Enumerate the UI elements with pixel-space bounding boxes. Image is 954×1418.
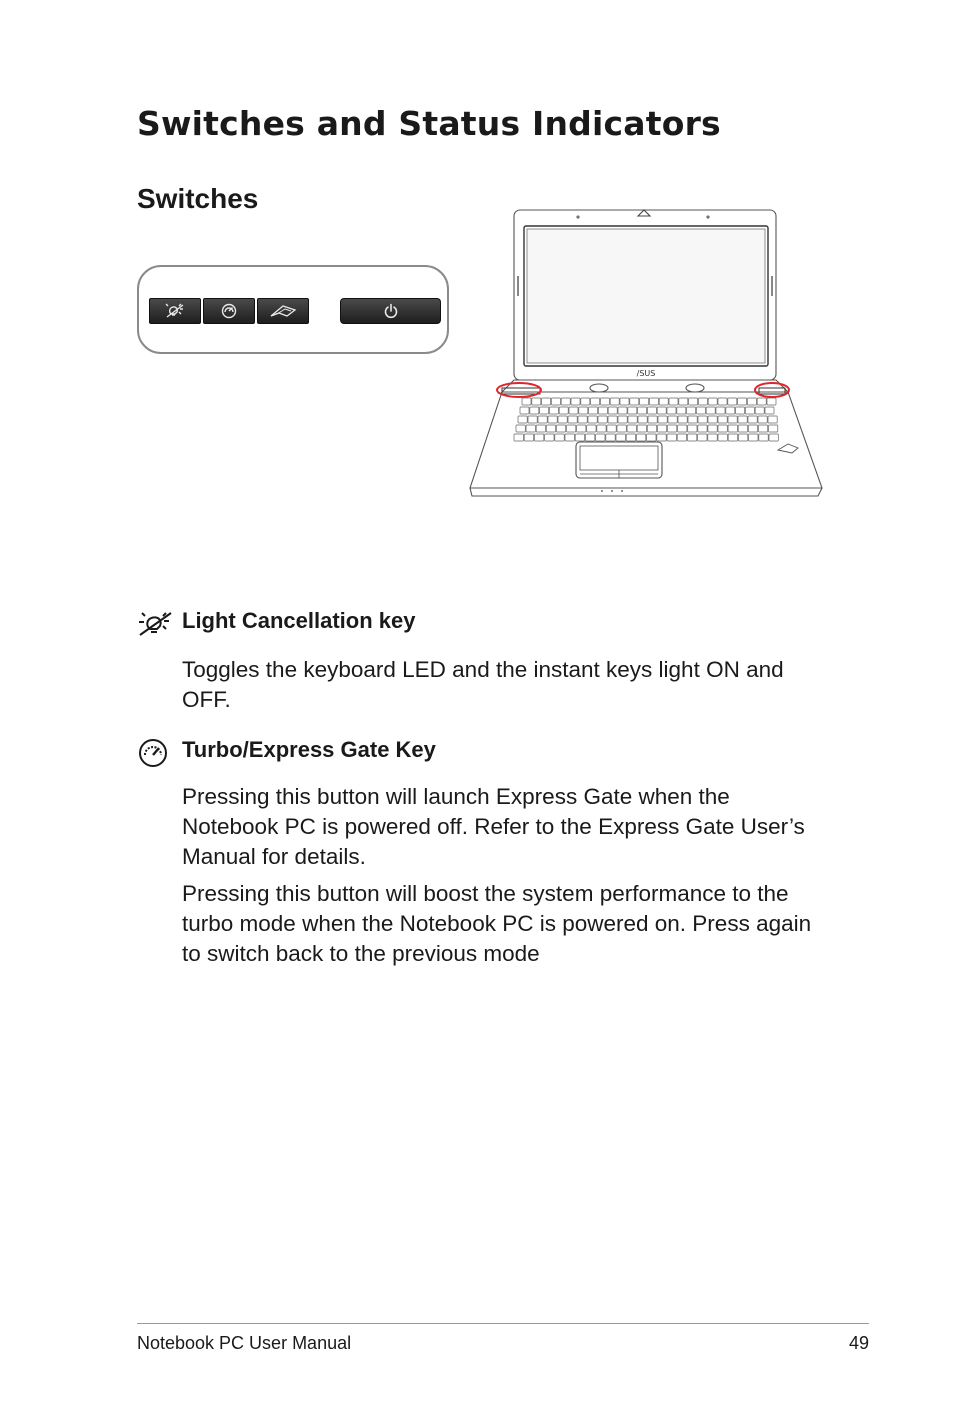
keyboard-key — [600, 398, 609, 405]
switch-panel-illustration — [137, 265, 449, 354]
keyboard-key — [678, 416, 687, 423]
keyboard-key — [555, 434, 564, 441]
keyboard-key — [526, 425, 535, 432]
keyboard-key — [738, 398, 747, 405]
turbo-icon — [221, 303, 237, 319]
keyboard-key — [585, 434, 594, 441]
light-cancellation-icon — [138, 611, 174, 637]
turbo-key — [203, 298, 255, 324]
keyboard-key — [591, 398, 600, 405]
keyboard-key — [620, 398, 629, 405]
keyboard-key — [606, 434, 615, 441]
keyboard-key — [598, 407, 607, 414]
keyboard-key — [545, 434, 554, 441]
keyboard-key — [556, 425, 565, 432]
turbo-icon — [138, 738, 168, 768]
keyboard-key — [565, 434, 574, 441]
keyboard-key — [728, 425, 737, 432]
brand-label: /SUS — [636, 369, 656, 378]
keyboard-key — [698, 425, 707, 432]
keyboard-key — [708, 434, 717, 441]
keyboard-key — [748, 416, 757, 423]
keyboard-key — [679, 398, 688, 405]
keyboard-key — [630, 398, 639, 405]
keyboard-key — [540, 407, 549, 414]
keyboard-key — [548, 416, 557, 423]
keyboard-key — [728, 398, 737, 405]
keyboard-key — [759, 434, 768, 441]
keyboard-key — [659, 398, 668, 405]
keyboard-key — [708, 425, 717, 432]
keyboard-key — [747, 398, 756, 405]
keyboard-key — [589, 407, 598, 414]
keyboard-key — [698, 416, 707, 423]
keyboard-key — [718, 434, 727, 441]
keyboard-key — [647, 425, 656, 432]
keyboard-key — [569, 407, 578, 414]
keyboard-key — [718, 416, 727, 423]
keyboard-key — [668, 416, 677, 423]
keyboard-key — [708, 416, 717, 423]
keyboard-key — [520, 407, 529, 414]
keyboard-key — [728, 434, 737, 441]
keyboard-key — [524, 434, 533, 441]
keyboard-key — [698, 434, 707, 441]
keyboard-key — [561, 398, 570, 405]
keyboard-key — [571, 398, 580, 405]
keyboard-key — [516, 425, 525, 432]
power-key — [340, 298, 441, 324]
keyboard-key — [542, 398, 551, 405]
keyboard-key — [538, 416, 547, 423]
keyboard-key — [738, 434, 747, 441]
turbo-heading: Turbo/Express Gate Key — [182, 737, 436, 762]
keyboard-key — [596, 434, 605, 441]
keyboard-key — [657, 425, 666, 432]
keyboard-key — [534, 434, 543, 441]
keyboard-key — [627, 425, 636, 432]
keyboard-key — [758, 416, 767, 423]
keyboard-key — [748, 425, 757, 432]
keyboard-key — [745, 407, 754, 414]
keyboard-key — [628, 416, 637, 423]
keyboard-key — [640, 398, 649, 405]
keyboard-key — [522, 398, 531, 405]
keyboard-key — [688, 425, 697, 432]
keyboard-key — [608, 407, 617, 414]
keyboard-key — [528, 416, 537, 423]
keyboard-key — [551, 398, 560, 405]
keyboard-key — [559, 407, 568, 414]
keyboard-key — [588, 416, 597, 423]
keyboard-key — [648, 416, 657, 423]
keyboard-key — [579, 407, 588, 414]
keyboard-key — [657, 434, 666, 441]
page-title: Switches and Status Indicators — [137, 104, 721, 143]
keyboard-key — [738, 416, 747, 423]
keyboard-key — [618, 416, 627, 423]
rog-logo-icon — [269, 304, 297, 318]
keyboard-key — [598, 416, 607, 423]
keyboard-key — [769, 434, 778, 441]
keyboard-key — [658, 416, 667, 423]
keyboard-key — [568, 416, 577, 423]
keyboard-key — [678, 425, 687, 432]
keyboard-key — [768, 416, 777, 423]
keyboard-key — [546, 425, 555, 432]
keyboard-key — [696, 407, 705, 414]
keyboard-key — [657, 407, 666, 414]
right-switch-highlight — [755, 383, 789, 397]
light-cancellation-key — [149, 298, 201, 324]
keyboard-key — [687, 434, 696, 441]
keyboard-key — [532, 398, 541, 405]
keyboard-key — [610, 398, 619, 405]
keyboard-key — [758, 425, 767, 432]
keyboard-key — [716, 407, 725, 414]
keyboard-key — [514, 434, 523, 441]
keyboard-key — [718, 398, 727, 405]
keyboard-key — [638, 416, 647, 423]
keyboard-key — [647, 407, 656, 414]
keyboard-key — [667, 434, 676, 441]
keyboard-key — [765, 407, 774, 414]
keyboard-key — [647, 434, 656, 441]
section-title: Switches — [137, 183, 259, 214]
keyboard-key — [755, 407, 764, 414]
keyboard-key — [698, 398, 707, 405]
keyboard-key — [749, 434, 758, 441]
keyboard-key — [558, 416, 567, 423]
keyboard-key — [607, 425, 616, 432]
keyboard-key — [769, 425, 778, 432]
keyboard-key — [736, 407, 745, 414]
keyboard-key — [689, 398, 698, 405]
keyboard-key — [587, 425, 596, 432]
keyboard-key — [669, 398, 678, 405]
keyboard-key — [649, 398, 658, 405]
page-number: 49 — [848, 1333, 869, 1353]
light-cancellation-icon — [165, 303, 185, 319]
laptop-illustration — [466, 206, 824, 502]
keyboard-key — [687, 407, 696, 414]
turbo-description-2: Pressing this button will boost the system performance to the turbo mode when the Notebook PC is powered on. Press again to switch back to the previous mode — [182, 881, 812, 966]
keyboard-key — [628, 407, 637, 414]
keyboard-key — [617, 425, 626, 432]
keyboard-key — [706, 407, 715, 414]
turbo-description-1: Pressing this button will launch Express Gate when the Notebook PC is powered off. Refer to the Express Gate User’s Manual for details. — [182, 784, 805, 869]
keyboard-key — [728, 416, 737, 423]
keyboard-key — [677, 434, 686, 441]
keyboard-key — [677, 407, 686, 414]
footer-manual-title: Notebook PC User Manual — [137, 1333, 352, 1353]
keyboard-key — [637, 425, 646, 432]
keyboard-key — [638, 407, 647, 414]
light-cancellation-description: Toggles the keyboard LED and the instant keys light ON and OFF. — [182, 657, 784, 712]
keyboard-key — [530, 407, 539, 414]
keyboard-key — [581, 398, 590, 405]
keyboard-key — [577, 425, 586, 432]
rog-key — [257, 298, 309, 324]
keyboard-key — [549, 407, 558, 414]
keyboard-key — [636, 434, 645, 441]
keyboard-key — [726, 407, 735, 414]
keyboard-key — [575, 434, 584, 441]
keyboard-key — [626, 434, 635, 441]
keyboard-key — [667, 407, 676, 414]
keyboard-key — [618, 407, 627, 414]
keyboard-key — [668, 425, 677, 432]
keyboard-key — [708, 398, 717, 405]
keyboard-key — [757, 398, 766, 405]
light-cancellation-heading: Light Cancellation key — [182, 608, 416, 633]
keyboard-key — [578, 416, 587, 423]
keyboard-key — [738, 425, 747, 432]
keyboard-key — [688, 416, 697, 423]
keyboard-key — [518, 416, 527, 423]
power-icon — [383, 303, 399, 319]
keyboard-key — [536, 425, 545, 432]
keyboard-key — [597, 425, 606, 432]
keyboard-key — [608, 416, 617, 423]
keyboard-key — [718, 425, 727, 432]
footer-rule — [137, 1323, 869, 1324]
keyboard-key — [767, 398, 776, 405]
keyboard-key — [567, 425, 576, 432]
keyboard-key — [616, 434, 625, 441]
